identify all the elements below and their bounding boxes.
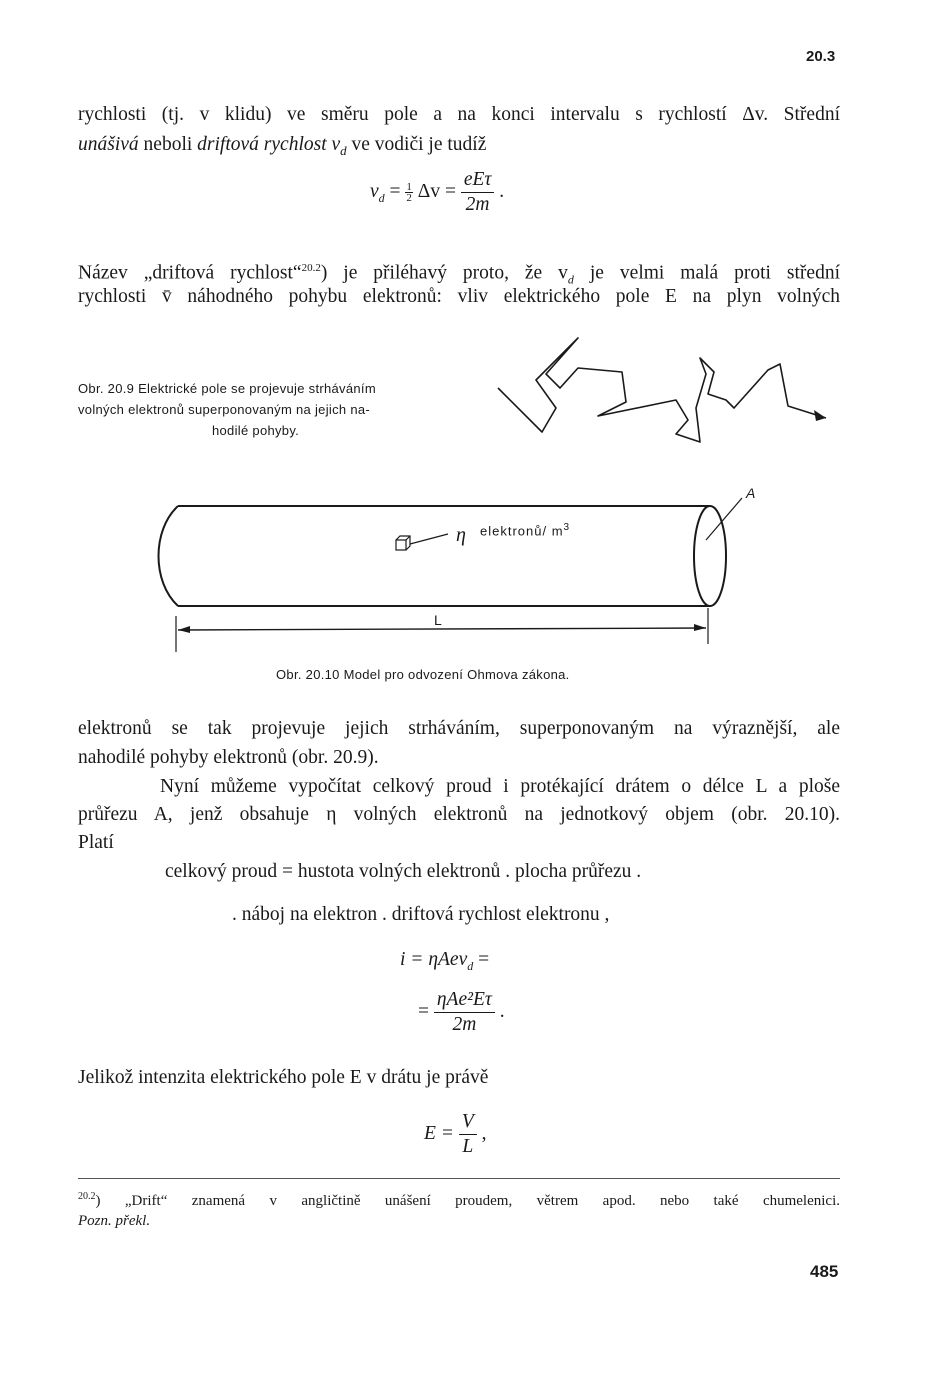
eq1-end: . — [494, 180, 505, 202]
eq4-lhs: E = — [424, 1122, 459, 1144]
eq3-sub-d: d — [467, 958, 474, 973]
page-number: 485 — [810, 1262, 839, 1281]
eq3-l1b: = — [473, 949, 490, 970]
fig10-wire-cross-section — [694, 506, 726, 606]
eq4-den: L — [462, 1136, 474, 1157]
eq1-lhs-sub: d — [378, 190, 385, 205]
word-equation-line1: celkový proud = hustota volných elektronů . plocha průřezu . — [165, 861, 642, 882]
text-vodici: ve vodiči je tudíž — [346, 134, 487, 155]
fig9-arrowhead — [814, 410, 826, 421]
eq3-num: ηAe²Eτ — [434, 988, 495, 1013]
term-unasiva: unášivá — [78, 134, 139, 155]
para2-line2: rychlosti v̄ náhodného pohybu elektronů: vliv elektrického pole E na plyn volných — [78, 286, 840, 307]
fig10-arrowhead-right — [694, 624, 706, 631]
sub-d: d — [340, 142, 347, 158]
eq1-half-num: 1 — [406, 181, 412, 193]
footnote-text: ) „Drift“ znamená v angličtině unášení proudem, větrem apod. nebo také chumelenici. — [95, 1193, 840, 1209]
eq3-den: 2m — [452, 1014, 477, 1035]
eq4-electric-field — [424, 1110, 574, 1159]
para1-line1: rychlosti (tj. v klidu) ve směru pole a na konci intervalu s rychlostí Δv. Střední — [78, 104, 840, 125]
footnote-line2: Pozn. překl. — [78, 1213, 151, 1229]
fig10-caption: Obr. 20.10 Model pro odvození Ohmova zákona. — [276, 667, 570, 682]
eq1-half-den: 2 — [406, 192, 412, 204]
footnote-number: 20.2 — [78, 1191, 96, 1202]
para3-line2: nahodilé pohyby elektronů (obr. 20.9). — [78, 747, 379, 768]
fig10-label-eta: η — [456, 524, 466, 546]
para4-line2: průřezu A, jenž obsahuje η volných elektronů na jednotkový objem (obr. 20.10). — [78, 804, 840, 825]
eq1-lhs: v — [370, 180, 379, 202]
eq4-fraction — [459, 1110, 477, 1159]
para5-line1: Jelikož intenzita elektrického pole E v drátu je právě — [78, 1067, 489, 1088]
fig9-electron-path — [498, 338, 826, 442]
para2-l1b: ) je přiléhavý proto, že v — [320, 262, 568, 284]
para4-line3: Platí — [78, 832, 114, 853]
para2-l1c: je velmi malá proti střední — [573, 262, 840, 284]
para3-line1: elektronů se tak projevuje jejich strháváním, superponovaným na výraznější, ale — [78, 718, 840, 739]
equation-drift-velocity — [370, 168, 630, 217]
text-neboli: neboli — [138, 134, 198, 155]
fig10-pointer-eta — [410, 534, 448, 544]
fig10-volume-cube — [396, 536, 410, 550]
footnote-line1 — [78, 1186, 840, 1212]
eq3-fraction — [434, 988, 495, 1037]
fig9-caption-line2: volných elektronů superponovaným na jejich na- — [78, 402, 371, 417]
eq1-dv: Δv = — [412, 180, 461, 202]
eq3-l1a: i = ηAev — [400, 949, 468, 970]
eq3-end: . — [494, 1000, 505, 1022]
term-driftova: driftová rychlost v — [197, 134, 341, 155]
eq1-den: 2m — [465, 194, 490, 215]
fig10-label-L: L — [434, 612, 442, 628]
eq1-num: eEτ — [461, 168, 495, 193]
fig10-wire-left-end — [159, 506, 179, 606]
fig10-label-unit — [480, 522, 570, 538]
eq3-line2 — [418, 988, 618, 1037]
para4-line1: Nyní můžeme vypočítat celkový proud i protékající drátem o délce L a ploše — [160, 776, 840, 797]
eq1-half — [405, 182, 413, 203]
fig9-caption-line1: Obr. 20.9 Elektrické pole se projevuje strháváním — [78, 381, 376, 396]
para2-sub-d: d — [567, 272, 574, 287]
eq4-end: , — [476, 1122, 487, 1144]
section-number: 20.3 — [806, 48, 836, 65]
word-equation-line2: . náboj na elektron . driftová rychlost elektronu , — [232, 904, 610, 925]
fig10-arrowhead-left — [178, 626, 190, 633]
para2-l1a: Název „driftová rychlost“ — [78, 262, 302, 284]
fig9-random-walk-diagram — [490, 330, 840, 450]
fig9-caption-line3: hodilé pohyby. — [212, 423, 300, 438]
eq1-equals: = — [384, 180, 406, 202]
fig10-label-A: A — [746, 485, 756, 501]
para1-line2 — [78, 130, 840, 166]
eq3-equals: = — [418, 1000, 434, 1022]
fig10-wire-model-diagram — [150, 480, 790, 660]
eq3-line1 — [400, 945, 600, 981]
fig10-unit-sup: 3 — [563, 522, 571, 533]
footnote-ref: 20.2 — [301, 262, 321, 274]
eq4-num: V — [459, 1110, 477, 1135]
fig10-unit-text: elektronů/ m — [480, 523, 564, 539]
fig10-length-arrow — [178, 628, 706, 630]
eq1-fraction — [461, 168, 495, 217]
footnote-divider — [78, 1178, 840, 1179]
